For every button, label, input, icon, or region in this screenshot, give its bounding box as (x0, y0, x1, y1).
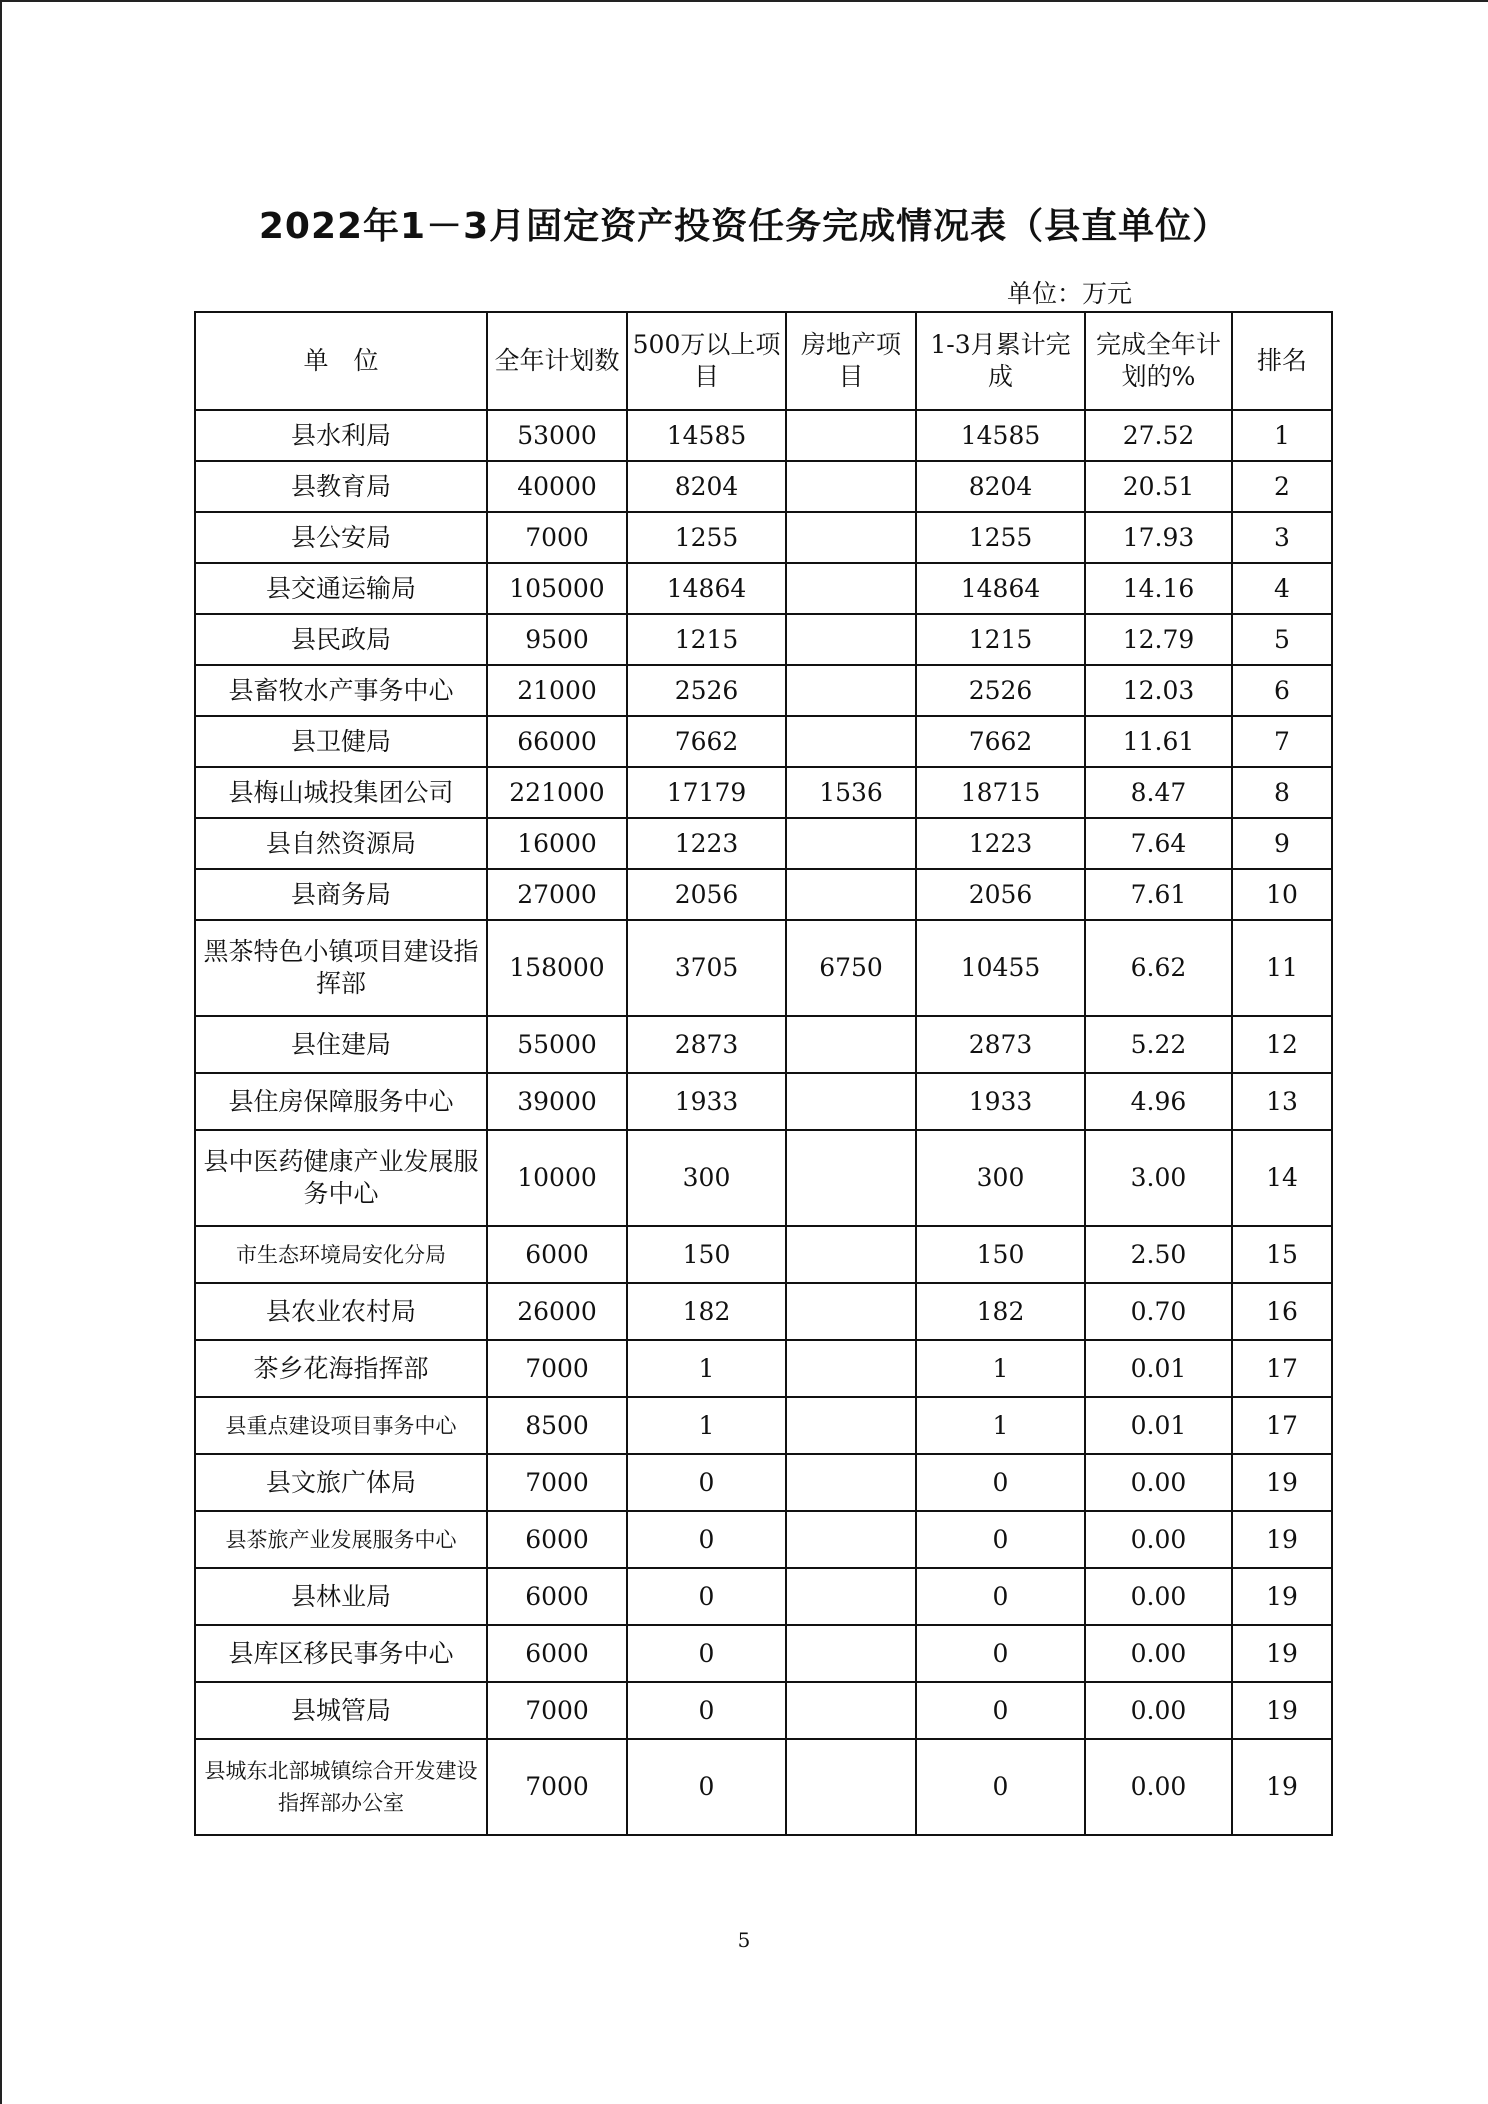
cell-unit: 县文旅广体局 (195, 1454, 487, 1511)
cell-cumulative: 1933 (916, 1073, 1085, 1130)
cell-above-5-million: 2526 (627, 665, 786, 716)
table-row (195, 1397, 1332, 1454)
table-row (195, 818, 1332, 869)
cell-above-5-million: 14864 (627, 563, 786, 614)
table-row (195, 1682, 1332, 1739)
cell-above-5-million: 8204 (627, 461, 786, 512)
cell-above-5-million: 0 (627, 1568, 786, 1625)
cell-above-5-million: 3705 (627, 920, 786, 1016)
cell-annual-plan: 66000 (487, 716, 627, 767)
cell-above-5-million: 2873 (627, 1016, 786, 1073)
cell-unit: 县农业农村局 (195, 1283, 487, 1340)
cell-cumulative: 2056 (916, 869, 1085, 920)
cell-real-estate (786, 818, 916, 869)
cell-above-5-million: 0 (627, 1511, 786, 1568)
cell-rank: 19 (1232, 1625, 1332, 1682)
header-annual-plan: 全年计划数 (487, 312, 627, 410)
table-row (195, 461, 1332, 512)
page-title: 2022年1－3月固定资产投资任务完成情况表（县直单位） (258, 206, 1230, 247)
cell-unit: 县重点建设项目事务中心 (195, 1397, 487, 1454)
cell-annual-plan: 158000 (487, 920, 627, 1016)
cell-above-5-million: 1 (627, 1340, 786, 1397)
cell-annual-plan: 10000 (487, 1130, 627, 1226)
cell-annual-plan: 39000 (487, 1073, 627, 1130)
cell-cumulative: 0 (916, 1739, 1085, 1835)
cell-cumulative: 150 (916, 1226, 1085, 1283)
cell-above-5-million: 14585 (627, 410, 786, 461)
cell-annual-plan: 53000 (487, 410, 627, 461)
cell-percent: 12.03 (1085, 665, 1232, 716)
cell-rank: 9 (1232, 818, 1332, 869)
investment-table (194, 311, 1333, 1836)
cell-cumulative: 1215 (916, 614, 1085, 665)
cell-above-5-million: 300 (627, 1130, 786, 1226)
cell-above-5-million: 7662 (627, 716, 786, 767)
cell-above-5-million: 1 (627, 1397, 786, 1454)
cell-unit: 市生态环境局安化分局 (195, 1226, 487, 1283)
cell-rank: 11 (1232, 920, 1332, 1016)
cell-annual-plan: 7000 (487, 1340, 627, 1397)
header-cumulative: 1-3月累计完成 (916, 312, 1085, 410)
table-row (195, 1454, 1332, 1511)
cell-real-estate (786, 1283, 916, 1340)
cell-rank: 17 (1232, 1397, 1332, 1454)
cell-percent: 27.52 (1085, 410, 1232, 461)
cell-rank: 3 (1232, 512, 1332, 563)
header-row (195, 312, 1332, 410)
cell-real-estate (786, 512, 916, 563)
cell-above-5-million: 17179 (627, 767, 786, 818)
cell-rank: 12 (1232, 1016, 1332, 1073)
cell-real-estate (786, 1016, 916, 1073)
cell-real-estate: 6750 (786, 920, 916, 1016)
cell-annual-plan: 6000 (487, 1625, 627, 1682)
cell-real-estate (786, 1625, 916, 1682)
cell-above-5-million: 1933 (627, 1073, 786, 1130)
table-row (195, 1340, 1332, 1397)
cell-cumulative: 2526 (916, 665, 1085, 716)
cell-above-5-million: 1215 (627, 614, 786, 665)
cell-real-estate (786, 410, 916, 461)
cell-cumulative: 1223 (916, 818, 1085, 869)
cell-above-5-million: 2056 (627, 869, 786, 920)
page-top-edge (0, 0, 1488, 2)
cell-annual-plan: 7000 (487, 1739, 627, 1835)
cell-real-estate: 1536 (786, 767, 916, 818)
cell-rank: 19 (1232, 1739, 1332, 1835)
cell-annual-plan: 7000 (487, 1454, 627, 1511)
cell-above-5-million: 0 (627, 1454, 786, 1511)
table-row (195, 1016, 1332, 1073)
cell-rank: 14 (1232, 1130, 1332, 1226)
cell-real-estate (786, 1130, 916, 1226)
cell-rank: 5 (1232, 614, 1332, 665)
cell-unit: 县城管局 (195, 1682, 487, 1739)
table-row (195, 614, 1332, 665)
cell-annual-plan: 6000 (487, 1511, 627, 1568)
cell-above-5-million: 150 (627, 1226, 786, 1283)
cell-percent: 7.61 (1085, 869, 1232, 920)
cell-real-estate (786, 1739, 916, 1835)
cell-real-estate (786, 1340, 916, 1397)
cell-unit: 县住建局 (195, 1016, 487, 1073)
cell-above-5-million: 182 (627, 1283, 786, 1340)
cell-percent: 14.16 (1085, 563, 1232, 614)
cell-percent: 2.50 (1085, 1226, 1232, 1283)
cell-above-5-million: 0 (627, 1739, 786, 1835)
cell-rank: 7 (1232, 716, 1332, 767)
header-real-estate: 房地产项目 (786, 312, 916, 410)
cell-real-estate (786, 1226, 916, 1283)
cell-percent: 3.00 (1085, 1130, 1232, 1226)
cell-cumulative: 0 (916, 1511, 1085, 1568)
cell-percent: 0.00 (1085, 1739, 1232, 1835)
cell-rank: 19 (1232, 1682, 1332, 1739)
table-body (195, 410, 1332, 1835)
cell-annual-plan: 221000 (487, 767, 627, 818)
cell-rank: 17 (1232, 1340, 1332, 1397)
cell-unit: 县库区移民事务中心 (195, 1625, 487, 1682)
cell-annual-plan: 55000 (487, 1016, 627, 1073)
cell-annual-plan: 40000 (487, 461, 627, 512)
header-rank: 排名 (1232, 312, 1332, 410)
cell-unit: 茶乡花海指挥部 (195, 1340, 487, 1397)
cell-cumulative: 10455 (916, 920, 1085, 1016)
cell-unit: 县交通运输局 (195, 563, 487, 614)
cell-percent: 0.01 (1085, 1397, 1232, 1454)
table-row (195, 1511, 1332, 1568)
cell-percent: 12.79 (1085, 614, 1232, 665)
cell-real-estate (786, 869, 916, 920)
cell-unit: 县水利局 (195, 410, 487, 461)
cell-annual-plan: 9500 (487, 614, 627, 665)
table-row (195, 869, 1332, 920)
cell-cumulative: 1 (916, 1340, 1085, 1397)
cell-unit: 县中医药健康产业发展服务中心 (195, 1130, 487, 1226)
cell-unit: 县茶旅产业发展服务中心 (195, 1511, 487, 1568)
cell-rank: 19 (1232, 1454, 1332, 1511)
cell-percent: 20.51 (1085, 461, 1232, 512)
cell-percent: 17.93 (1085, 512, 1232, 563)
cell-above-5-million: 0 (627, 1625, 786, 1682)
cell-annual-plan: 27000 (487, 869, 627, 920)
cell-annual-plan: 16000 (487, 818, 627, 869)
cell-rank: 4 (1232, 563, 1332, 614)
header-percent: 完成全年计划的% (1085, 312, 1232, 410)
cell-percent: 0.00 (1085, 1511, 1232, 1568)
cell-cumulative: 300 (916, 1130, 1085, 1226)
cell-rank: 6 (1232, 665, 1332, 716)
table-row (195, 1130, 1332, 1226)
cell-cumulative: 2873 (916, 1016, 1085, 1073)
table-row (195, 716, 1332, 767)
cell-percent: 11.61 (1085, 716, 1232, 767)
unit-note: 单位：万元 (1007, 279, 1133, 308)
cell-rank: 1 (1232, 410, 1332, 461)
cell-real-estate (786, 1568, 916, 1625)
cell-above-5-million: 1223 (627, 818, 786, 869)
header-above-5-million: 500万以上项目 (627, 312, 786, 410)
table-row (195, 767, 1332, 818)
table-row (195, 563, 1332, 614)
cell-cumulative: 182 (916, 1283, 1085, 1340)
cell-unit: 县林业局 (195, 1568, 487, 1625)
cell-percent: 6.62 (1085, 920, 1232, 1016)
cell-real-estate (786, 1073, 916, 1130)
cell-unit: 县自然资源局 (195, 818, 487, 869)
cell-unit: 黑茶特色小镇项目建设指挥部 (195, 920, 487, 1016)
cell-above-5-million: 0 (627, 1682, 786, 1739)
cell-real-estate (786, 716, 916, 767)
table-row (195, 920, 1332, 1016)
cell-unit: 县商务局 (195, 869, 487, 920)
table-row (195, 1283, 1332, 1340)
header-unit: 单 位 (195, 312, 487, 410)
table-row (195, 1226, 1332, 1283)
cell-cumulative: 7662 (916, 716, 1085, 767)
cell-real-estate (786, 563, 916, 614)
cell-rank: 8 (1232, 767, 1332, 818)
cell-cumulative: 0 (916, 1625, 1085, 1682)
cell-annual-plan: 8500 (487, 1397, 627, 1454)
cell-cumulative: 0 (916, 1568, 1085, 1625)
cell-cumulative: 0 (916, 1682, 1085, 1739)
cell-cumulative: 14585 (916, 410, 1085, 461)
cell-percent: 0.70 (1085, 1283, 1232, 1340)
cell-cumulative: 0 (916, 1454, 1085, 1511)
cell-real-estate (786, 1454, 916, 1511)
cell-annual-plan: 7000 (487, 512, 627, 563)
cell-rank: 19 (1232, 1568, 1332, 1625)
cell-annual-plan: 7000 (487, 1682, 627, 1739)
cell-rank: 10 (1232, 869, 1332, 920)
cell-annual-plan: 105000 (487, 563, 627, 614)
cell-percent: 5.22 (1085, 1016, 1232, 1073)
cell-annual-plan: 21000 (487, 665, 627, 716)
cell-unit: 县畜牧水产事务中心 (195, 665, 487, 716)
cell-percent: 0.00 (1085, 1568, 1232, 1625)
table-row (195, 410, 1332, 461)
table-row (195, 1073, 1332, 1130)
cell-real-estate (786, 1682, 916, 1739)
cell-rank: 19 (1232, 1511, 1332, 1568)
cell-unit: 县城东北部城镇综合开发建设指挥部办公室 (195, 1739, 487, 1835)
cell-rank: 2 (1232, 461, 1332, 512)
cell-real-estate (786, 1397, 916, 1454)
cell-unit: 县梅山城投集团公司 (195, 767, 487, 818)
cell-cumulative: 1255 (916, 512, 1085, 563)
cell-unit: 县民政局 (195, 614, 487, 665)
cell-annual-plan: 6000 (487, 1568, 627, 1625)
cell-annual-plan: 26000 (487, 1283, 627, 1340)
cell-percent: 0.00 (1085, 1454, 1232, 1511)
cell-unit: 县卫健局 (195, 716, 487, 767)
cell-cumulative: 18715 (916, 767, 1085, 818)
cell-rank: 13 (1232, 1073, 1332, 1130)
cell-cumulative: 1 (916, 1397, 1085, 1454)
cell-real-estate (786, 614, 916, 665)
cell-real-estate (786, 1511, 916, 1568)
cell-percent: 7.64 (1085, 818, 1232, 869)
table-row (195, 1568, 1332, 1625)
cell-unit: 县住房保障服务中心 (195, 1073, 487, 1130)
table-row (195, 1739, 1332, 1835)
table-row (195, 1625, 1332, 1682)
table-row (195, 512, 1332, 563)
cell-percent: 8.47 (1085, 767, 1232, 818)
cell-percent: 0.00 (1085, 1625, 1232, 1682)
cell-rank: 15 (1232, 1226, 1332, 1283)
table-row (195, 665, 1332, 716)
page-number: 5 (737, 1928, 751, 1952)
cell-annual-plan: 6000 (487, 1226, 627, 1283)
cell-real-estate (786, 665, 916, 716)
cell-cumulative: 14864 (916, 563, 1085, 614)
cell-percent: 0.01 (1085, 1340, 1232, 1397)
cell-percent: 0.00 (1085, 1682, 1232, 1739)
cell-above-5-million: 1255 (627, 512, 786, 563)
cell-real-estate (786, 461, 916, 512)
cell-cumulative: 8204 (916, 461, 1085, 512)
cell-percent: 4.96 (1085, 1073, 1232, 1130)
cell-unit: 县公安局 (195, 512, 487, 563)
cell-rank: 16 (1232, 1283, 1332, 1340)
cell-unit: 县教育局 (195, 461, 487, 512)
page-left-edge (0, 0, 2, 2104)
